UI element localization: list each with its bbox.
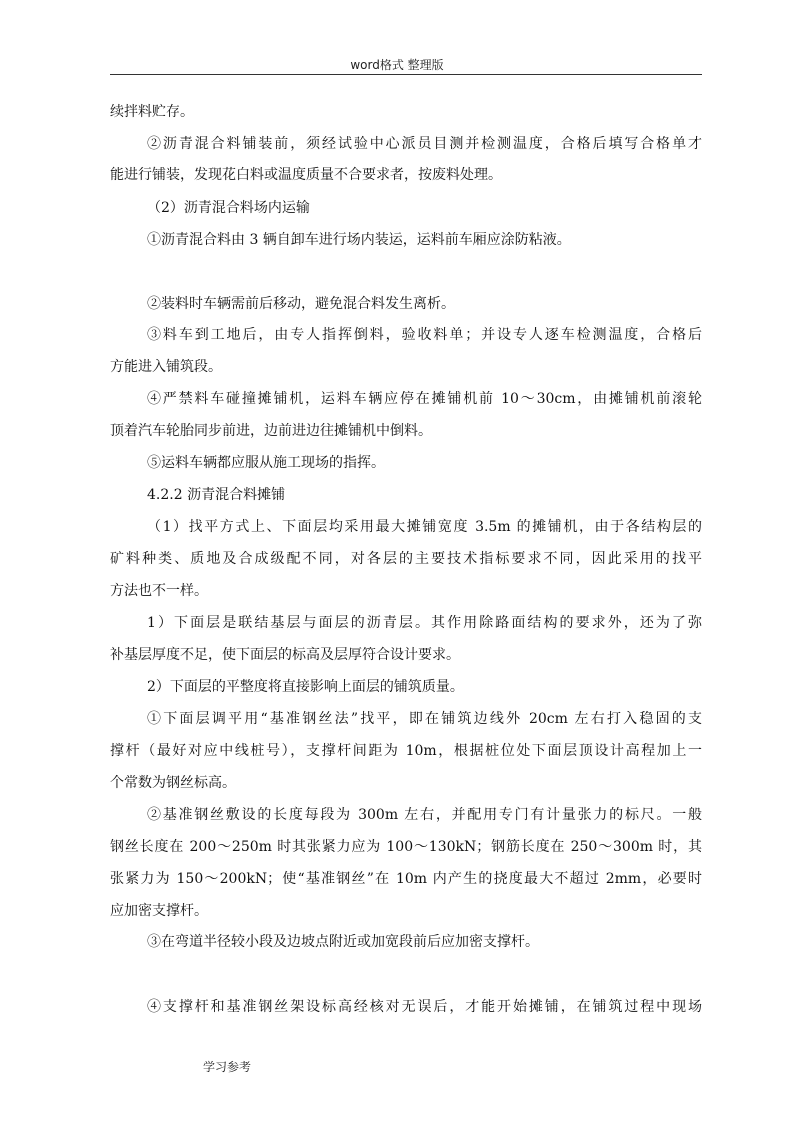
text-line: 方法也不一样。: [110, 583, 208, 599]
text-line: ⑤运料车辆都应服从施工现场的指挥。: [147, 455, 385, 471]
text-line: ④支撑杆和基准钢丝架设标高经核对无误后，才能开始摊铺，在铺筑过程中现场: [147, 999, 702, 1015]
text-line: ②装料时车辆需前后移动，避免混合料发生离析。: [147, 296, 455, 312]
text-line: 应加密支撑杆。: [110, 903, 208, 919]
text-line: 钢丝长度在 200～250m 时其张紧力应为 100～130kN；钢筋长度在 250～300m 时，其: [110, 839, 702, 855]
text-line: ②沥青混合料铺装前，须经试验中心派员目测并检测温度，合格后填写合格单才: [147, 136, 702, 152]
text-line: 个常数为钢丝标高。: [110, 775, 236, 791]
text-line: 补基层厚度不足，使下面层的标高及层厚符合设计要求。: [110, 647, 460, 663]
text-line: 方能进入铺筑段。: [110, 359, 222, 375]
text-line: 2）下面层的平整度将直接影响上面层的铺筑质量。: [147, 679, 464, 695]
text-line: 顶着汽车轮胎同步前进，边前进边往摊铺机中倒料。: [110, 423, 432, 439]
text-line: ①沥青混合料由 3 辆自卸车进行场内装运，运料前车厢应涂防粘液。: [147, 232, 571, 248]
text-line: 续拌料贮存。: [110, 104, 194, 120]
page-footer: 学习参考: [203, 1060, 252, 1074]
header-divider: [110, 74, 702, 75]
section-heading: （2）沥青混合料场内运输: [147, 200, 310, 216]
text-line: ①下面层调平用“基准钢丝法”找平，即在铺筑边线外 20cm 左右打入稳固的支: [147, 711, 702, 727]
text-line: 张紧力为 150～200kN；使“基准钢丝”在 10m 内产生的挠度最大不超过 2mm，必要时: [110, 871, 702, 887]
text-line: ③料车到工地后，由专人指挥倒料，验收料单；并设专人逐车检测温度，合格后: [147, 327, 702, 343]
text-line: ②基准钢丝敷设的长度每段为 300m 左右，并配用专门有计量张力的标尺。一般: [147, 807, 702, 823]
text-line: ③在弯道半径较小段及边坡点附近或加宽段前后应加密支撑杆。: [147, 934, 539, 950]
section-heading: 4.2.2 沥青混合料摊铺: [147, 487, 286, 503]
text-line: 撑杆（最好对应中线桩号），支撑杆间距为 10m，根据桩位处下面层顶设计高程加上一: [110, 743, 702, 759]
text-line: ④严禁料车碰撞摊铺机，运料车辆应停在摊铺机前 10～30cm，由摊铺机前滚轮: [147, 391, 702, 407]
text-line: 能进行铺装，发现花白料或温度质量不合要求者，按废料处理。: [110, 167, 502, 183]
text-line: 1）下面层是联结基层与面层的沥青层。其作用除路面结构的要求外，还为了弥: [147, 615, 702, 631]
text-line: 矿料种类、质地及合成级配不同，对各层的主要技术指标要求不同，因此采用的找平: [110, 551, 702, 567]
page-header: word格式 整理版: [350, 58, 444, 72]
text-line: （1）找平方式上、下面层均采用最大摊铺宽度 3.5m 的摊铺机，由于各结构层的: [147, 519, 702, 535]
